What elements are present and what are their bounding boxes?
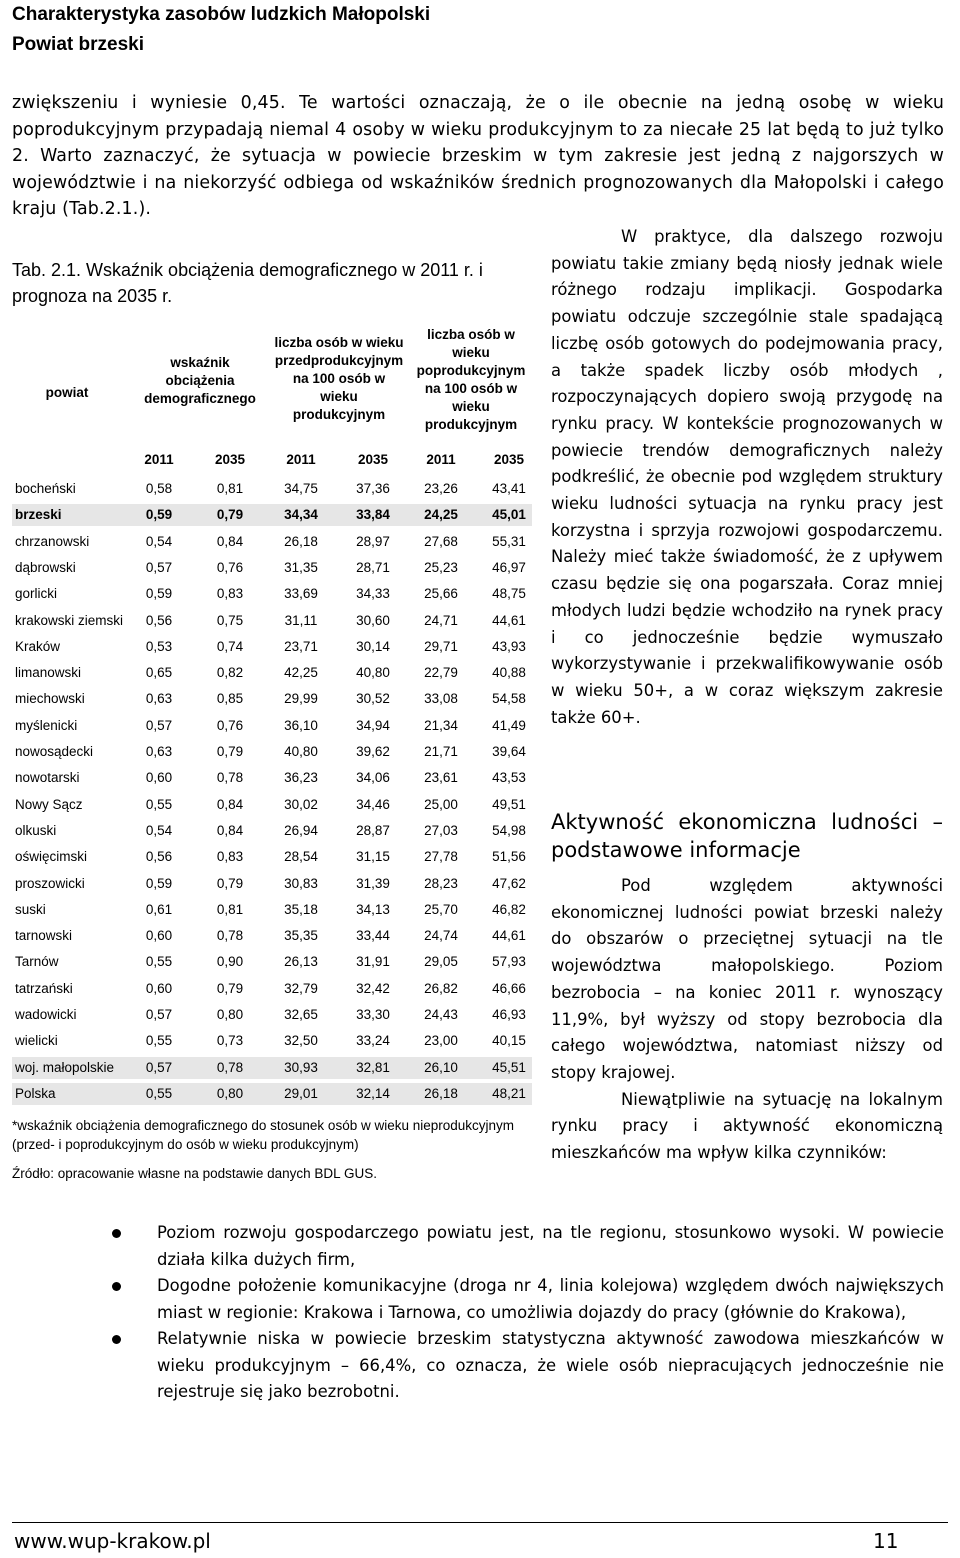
row-label: tarnowski — [15, 928, 73, 944]
table-row — [12, 925, 532, 947]
table-cell: 34,33 — [356, 586, 390, 602]
paragraph-activity: Pod względem aktywności ekonomicznej ludności powiat brzeski należy do obszarów o przeciętnej sytuacji na tle województwa małopolskiego. Poziom bezrobocia – na koniec 2011 r. wynoszący 11,9%, był wyższy od stopy bezrobocia dla całego województwa, natomiast niższy od stopy krajowej. — [551, 876, 943, 1082]
row-label: tatrzański — [15, 980, 73, 996]
table-caption: Tab. 2.1. Wskaźnik obciążenia demograficznego w 2011 r. i prognoza na 2035 r. — [12, 260, 483, 306]
table-row — [12, 662, 532, 684]
table-cell: 49,51 — [492, 796, 526, 812]
table-cell: 27,68 — [424, 533, 458, 549]
paragraph-factors: Niewątpliwie na sytuację na lokalnym rynku pracy i aktywność ekonomiczną mieszkańców ma wpływ kilka czynników: — [551, 1089, 943, 1163]
table-cell: 0,59 — [145, 586, 173, 602]
table-cell: 33,08 — [424, 691, 458, 707]
table-cell: 0,57 — [145, 1059, 173, 1075]
table-cell: 35,18 — [284, 901, 318, 917]
year-header: 2035 — [357, 452, 389, 467]
table-cell: 21,71 — [424, 744, 458, 759]
table-cell: 24,25 — [424, 507, 458, 523]
table-cell: 24,43 — [424, 1007, 458, 1022]
table-cell: 36,23 — [284, 770, 318, 786]
table-cell: 25,66 — [424, 586, 458, 602]
table-row — [12, 1030, 532, 1052]
table-cell: 24,71 — [424, 612, 458, 628]
table-cell: 34,46 — [356, 796, 390, 812]
row-label: nowotarski — [15, 770, 80, 786]
table-cell: 54,98 — [492, 822, 526, 838]
table-cell: 0,74 — [216, 638, 244, 654]
table-cell: 46,82 — [492, 901, 526, 917]
table-row — [12, 1083, 532, 1105]
row-label: wielicki — [15, 1033, 58, 1049]
row-label: suski — [15, 901, 46, 917]
table-cell: 48,21 — [492, 1085, 526, 1101]
table-cell: 0,54 — [145, 533, 173, 549]
table-row — [12, 478, 532, 500]
table-cell: 0,56 — [145, 849, 173, 865]
table-cell: 23,71 — [284, 638, 318, 654]
table-cell: 30,14 — [356, 638, 390, 654]
table-cell: 31,39 — [356, 875, 390, 891]
table-row — [12, 583, 532, 605]
table-row — [12, 846, 532, 868]
table-cell: 34,75 — [284, 481, 318, 496]
table-cell: 0,55 — [145, 1085, 173, 1101]
table-cell: 40,80 — [356, 665, 390, 681]
table-row — [12, 636, 532, 658]
table-cell: 0,61 — [145, 901, 173, 917]
table-cell: 0,57 — [145, 559, 173, 575]
table-cell: 57,93 — [492, 954, 526, 970]
header-title: Charakterystyka zasobów ludzkich Małopolski — [12, 4, 431, 25]
table-cell: 0,59 — [145, 875, 173, 891]
list-item-text: Poziom rozwoju gospodarczego powiatu jest, na tle regionu, stosunkowo wysoki. W powiecie działa kilka dużych firm, — [157, 1223, 944, 1269]
footer-divider — [12, 1522, 948, 1523]
table-cell: 0,80 — [216, 1007, 244, 1022]
table-row — [12, 767, 532, 789]
footer-url[interactable]: www.wup-krakow.pl — [14, 1529, 211, 1553]
paragraph-implications: W praktyce, dla dalszego rozwoju powiatu takie zmiany będą niosły jednak wiele różnego rodzaju implikacji. Gospodarka powiatu odczuje szczególnie stale spadającą liczbę osób gotowych do podejmowania pracy, a także spadek liczby osób młodych , rozpoczynających dopiero swoją przygodę na rynku pracy. W kontekście prognozowanych w powiecie trendów demograficznych należy podkreślić, że obecnie pod względem struktury wieku ludności sytuacja na rynku pracy jest korzystna i sprzyja rozwojowi gospodarczemu. Należy mieć także świadomość, że z upływem czasu będzie się ona pogarszała. Coraz mniej młodych ludzi będzie wchodziło na rynek pracy i co jednocześnie będzie wymuszało wykorzystywanie i przekwalifikowywanie osób w wieku 50+, a w coraz większym zakresie także 60+. — [551, 227, 943, 727]
table-cell: 26,18 — [424, 1085, 458, 1101]
table-cell: 25,23 — [424, 559, 458, 575]
row-label: krakowski ziemski — [15, 612, 124, 628]
table-row — [12, 899, 532, 921]
table-cell: 0,63 — [145, 691, 173, 707]
table-cell: 27,03 — [424, 822, 458, 838]
row-label: woj. małopolskie — [15, 1059, 115, 1075]
col-header-postproductive: liczba osób w wieku poprodukcyjnym na 100 osób w wieku produkcyjnym — [416, 327, 526, 432]
table-cell: 33,69 — [284, 586, 318, 602]
page-number: 11 — [873, 1529, 899, 1553]
section-title: Aktywność ekonomiczna ludności – podstawowe informacje — [551, 810, 943, 862]
table-cell: 0,63 — [145, 744, 173, 759]
table-row — [12, 873, 532, 895]
table-cell: 32,42 — [356, 980, 390, 996]
table-cell: 26,10 — [424, 1059, 458, 1075]
table-cell: 43,93 — [492, 638, 526, 654]
table-cell: 44,61 — [492, 928, 526, 944]
table-cell: 54,58 — [492, 691, 526, 707]
right-column-text — [551, 224, 943, 731]
table-cell: 46,97 — [492, 559, 526, 575]
year-header: 2011 — [286, 452, 316, 467]
table-cell: 0,79 — [216, 875, 244, 891]
row-label: dąbrowski — [15, 559, 76, 575]
table-cell: 29,99 — [284, 691, 318, 707]
table-cell: 40,88 — [492, 665, 526, 681]
row-label: proszowicki — [15, 875, 85, 891]
table-row — [12, 951, 532, 973]
col-header-dependency-ratio: wskaźnik obciążenia demograficznego — [144, 355, 256, 406]
table-cell: 33,84 — [356, 507, 390, 523]
table-row — [12, 978, 532, 1000]
page-header — [0, 0, 960, 68]
table-cell: 0,79 — [216, 507, 244, 523]
table-cell: 22,79 — [424, 665, 458, 681]
table-cell: 32,50 — [284, 1033, 318, 1049]
table-cell: 25,00 — [424, 796, 458, 812]
table-cell: 0,90 — [216, 954, 244, 970]
table-cell: 26,13 — [284, 954, 318, 970]
row-label: miechowski — [15, 691, 85, 707]
table-cell: 46,66 — [492, 980, 526, 996]
table-cell: 46,93 — [492, 1007, 526, 1022]
table-row — [12, 1004, 532, 1026]
table-cell: 0,75 — [216, 612, 244, 628]
table-cell: 25,70 — [424, 901, 458, 917]
bullet-icon — [112, 1282, 121, 1291]
table-cell: 34,06 — [356, 770, 390, 786]
table-cell: 43,53 — [492, 770, 526, 786]
table-cell: 21,34 — [424, 717, 458, 733]
row-label: Polska — [15, 1085, 56, 1101]
list-item-text: Relatywnie niska w powiecie brzeskim statystyczna aktywność zawodowa mieszkańców w wieku produkcyjnym – 66,4%, co oznacza, że wiele osób niepracujących jednocześnie nie rejestruje się jako bezrobotni. — [157, 1329, 944, 1401]
table-row — [12, 688, 532, 710]
table-cell: 29,05 — [424, 954, 458, 970]
table-cell: 45,51 — [492, 1059, 526, 1075]
table-cell: 29,71 — [424, 638, 458, 654]
table-cell: 45,01 — [492, 507, 526, 523]
table-cell: 0,79 — [216, 744, 244, 759]
row-label: nowosądecki — [15, 744, 94, 759]
table-cell: 0,56 — [145, 612, 173, 628]
table-cell: 30,52 — [356, 691, 390, 707]
table-row — [12, 531, 532, 553]
table-cell: 26,94 — [284, 822, 318, 838]
table-cell: 31,15 — [356, 849, 390, 865]
table-cell: 0,55 — [145, 1033, 173, 1049]
table-source: Źródło: opracowanie własne na podstawie danych BDL GUS. — [12, 1166, 377, 1181]
table-cell: 40,80 — [284, 744, 318, 759]
row-label: Nowy Sącz — [15, 796, 83, 812]
table-cell: 0,60 — [145, 928, 173, 944]
table-footnote: *wskaźnik obciążenia demograficznego do stosunek osób w wieku nieprodukcyjnym (przed- i poprodukcyjnym do osób w wieku produkcyjnym) — [12, 1118, 515, 1152]
bullet-icon — [112, 1335, 121, 1344]
table-cell: 0,57 — [145, 1007, 173, 1022]
table-cell: 42,25 — [284, 665, 318, 681]
row-label: chrzanowski — [15, 533, 90, 549]
table-cell: 32,81 — [356, 1059, 390, 1075]
table-cell: 0,80 — [216, 1085, 244, 1101]
row-label: limanowski — [15, 665, 82, 681]
table-cell: 33,44 — [356, 928, 390, 944]
table-cell: 26,18 — [284, 533, 318, 549]
year-header: 2011 — [426, 452, 456, 467]
table-cell: 0,85 — [216, 691, 244, 707]
table-cell: 39,64 — [492, 744, 526, 759]
table-cell: 0,78 — [216, 770, 244, 786]
table-cell: 0,53 — [145, 638, 173, 654]
table-cell: 51,56 — [492, 849, 526, 865]
table-cell: 28,87 — [356, 822, 390, 838]
table-cell: 0,57 — [145, 717, 173, 733]
col-header-preproductive: liczba osób w wieku przedprodukcyjnym na 100 osób w wieku produkcyjnym — [274, 335, 404, 422]
table-cell: 0,84 — [216, 533, 244, 549]
table-cell: 0,78 — [216, 1059, 244, 1075]
table-cell: 35,35 — [284, 928, 318, 944]
table-cell: 0,76 — [216, 559, 244, 575]
table-cell: 23,26 — [424, 481, 458, 496]
table-cell: 0,82 — [216, 665, 244, 681]
table-cell: 0,59 — [145, 507, 173, 523]
table-cell: 32,14 — [356, 1085, 390, 1101]
table-cell: 0,60 — [145, 770, 173, 786]
table-cell: 31,11 — [284, 612, 318, 628]
table-cell: 0,55 — [145, 796, 173, 812]
header-subtitle: Powiat brzeski — [12, 34, 144, 55]
table-cell: 31,91 — [356, 954, 390, 970]
table-cell: 43,41 — [492, 481, 526, 496]
row-label: bocheński — [15, 481, 76, 496]
factors-list — [112, 1220, 944, 1406]
table-cell: 23,61 — [424, 770, 458, 786]
table-cell: 41,49 — [492, 717, 526, 733]
table-cell: 29,01 — [284, 1085, 318, 1101]
table-row — [12, 820, 532, 842]
table-row — [12, 504, 532, 526]
table-row — [12, 1057, 532, 1079]
table-cell: 0,83 — [216, 586, 244, 602]
col-header-powiat: powiat — [45, 385, 89, 400]
table-cell: 0,84 — [216, 822, 244, 838]
table-cell: 0,54 — [145, 822, 173, 838]
row-label: brzeski — [15, 507, 62, 523]
row-label: myślenicki — [15, 717, 78, 733]
row-label: gorlicki — [15, 586, 58, 602]
table-cell: 28,23 — [424, 875, 458, 891]
year-header: 2035 — [214, 452, 246, 467]
table-cell: 28,71 — [356, 559, 390, 575]
table-cell: 55,31 — [492, 533, 526, 549]
table-cell: 40,15 — [492, 1033, 526, 1049]
table-cell: 33,30 — [356, 1007, 390, 1022]
intro-paragraph: zwiększeniu i wyniesie 0,45. Te wartości oznaczają, że o ile obecnie na jedną osobę w wieku poprodukcyjnym przypadają niemal 4 osoby w wieku produkcyjnym to za niecałe 25 lat będą to już tylko 2. Warto zaznaczyć, że sytuacja w powiecie brzeskim w tym zakresie jest jedną z najgorszych w województwie i na niekorzyść odbiega od wskaźników średnich prognozowanych dla Małopolski i całego kraju (Tab.2.1.). — [12, 93, 944, 219]
table-cell: 27,78 — [424, 849, 458, 865]
table-cell: 0,79 — [216, 980, 244, 996]
row-label: Kraków — [15, 638, 61, 654]
table-cell: 30,02 — [284, 796, 318, 812]
table-row — [12, 794, 532, 816]
table-cell: 39,62 — [356, 744, 390, 759]
table-cell: 28,97 — [356, 533, 390, 549]
table-cell: 0,81 — [216, 481, 244, 496]
table-cell: 23,00 — [424, 1033, 458, 1049]
right-column-text-2 — [551, 873, 943, 1167]
table-cell: 0,55 — [145, 954, 173, 970]
table-cell: 37,36 — [356, 481, 390, 496]
table-cell: 32,79 — [284, 980, 318, 996]
table-cell: 34,13 — [356, 901, 390, 917]
table-cell: 34,34 — [284, 507, 318, 523]
list-item — [112, 1326, 944, 1406]
table-cell: 0,81 — [216, 901, 244, 917]
table-cell: 26,82 — [424, 980, 458, 996]
table-cell: 34,94 — [356, 717, 390, 733]
table-cell: 0,65 — [145, 665, 173, 681]
table-cell: 0,73 — [216, 1033, 244, 1049]
table-cell: 28,54 — [284, 849, 318, 865]
row-label: wadowicki — [15, 1007, 77, 1022]
row-label: oświęcimski — [15, 849, 88, 865]
table-cell: 31,35 — [284, 559, 318, 575]
row-label: olkuski — [15, 822, 57, 838]
table-cell: 24,74 — [424, 928, 458, 944]
year-header: 2035 — [493, 452, 525, 467]
list-item — [112, 1220, 944, 1273]
table-row — [12, 715, 532, 737]
row-label: Tarnów — [15, 954, 59, 970]
table-cell: 33,24 — [356, 1033, 390, 1049]
table-row — [12, 557, 532, 579]
table-cell: 0,84 — [216, 796, 244, 812]
table-row — [12, 741, 532, 763]
table-cell: 32,65 — [284, 1007, 318, 1022]
table-cell: 30,93 — [284, 1059, 318, 1075]
table-cell: 0,83 — [216, 849, 244, 865]
table-cell: 47,62 — [492, 875, 526, 891]
table-row — [12, 610, 532, 632]
table-cell: 30,83 — [284, 875, 318, 891]
table-cell: 0,76 — [216, 717, 244, 733]
table-cell: 0,58 — [145, 481, 173, 496]
table-cell: 0,60 — [145, 980, 173, 996]
table-cell: 36,10 — [284, 717, 318, 733]
table-cell: 48,75 — [492, 586, 526, 602]
table-cell: 0,78 — [216, 928, 244, 944]
year-header: 2011 — [144, 452, 174, 467]
list-item-text: Dogodne położenie komunikacyjne (droga nr 4, linia kolejowa) względem dwóch największych miast w regionie: Krakowa i Tarnowa, co umożliwia dojazdy do pracy (głównie do Krakowa), — [157, 1276, 944, 1322]
table-cell: 30,60 — [356, 612, 390, 628]
list-item — [112, 1273, 944, 1326]
table-cell: 44,61 — [492, 612, 526, 628]
bullet-icon — [112, 1229, 121, 1238]
